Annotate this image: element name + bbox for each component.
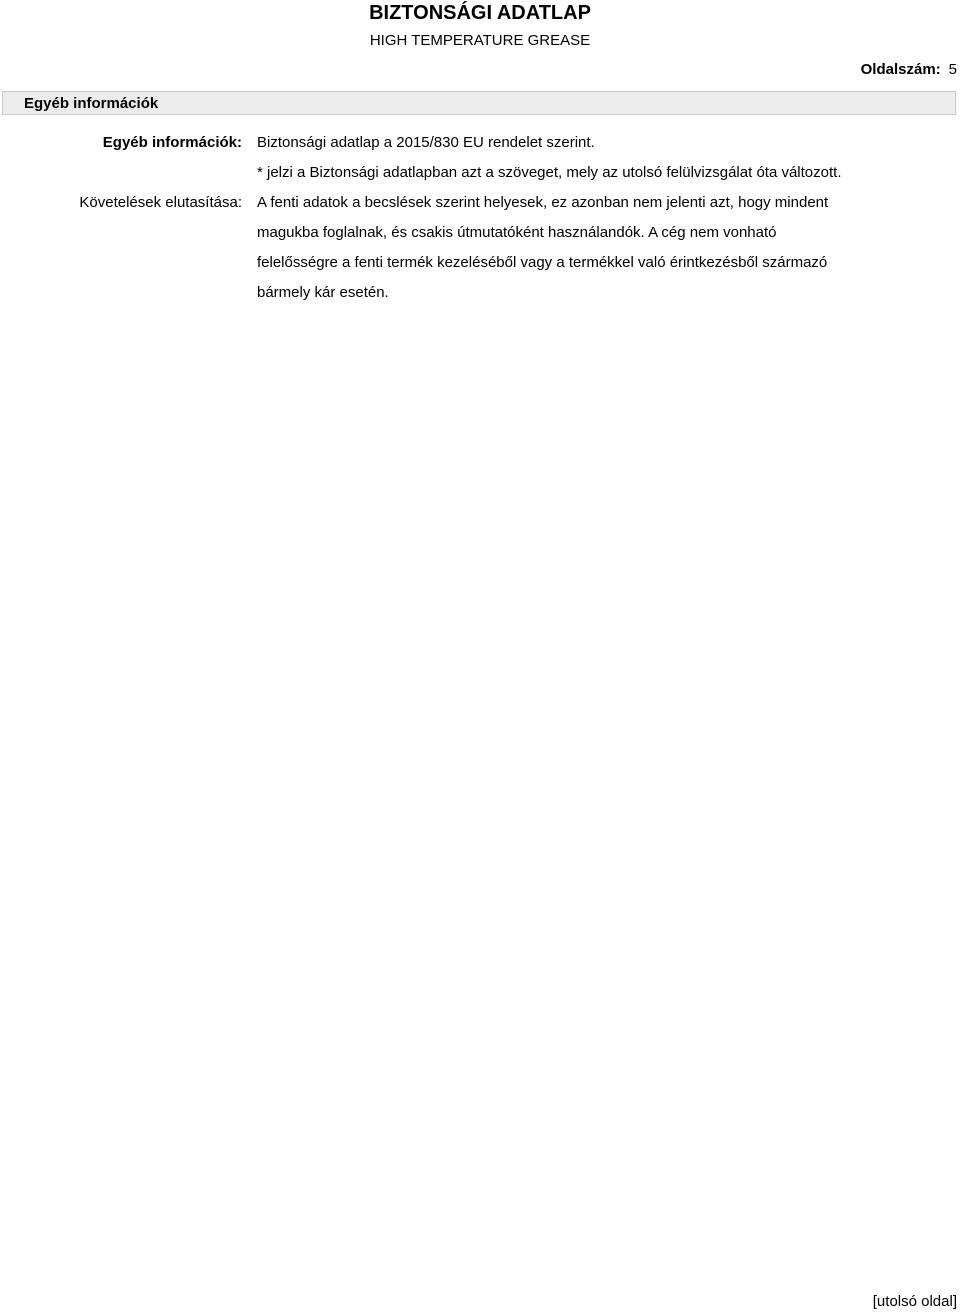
disclaimer-label: Követelések elutasítása: — [79, 194, 242, 211]
document-title: BIZTONSÁGI ADATLAP — [369, 2, 591, 24]
page-number-value: 5 — [948, 61, 957, 78]
product-name: HIGH TEMPERATURE GREASE — [369, 32, 591, 49]
text-line: A fenti adatok a becslések szerint helyesek, ez azonban nem jelenti azt, hogy mindent — [257, 194, 829, 211]
other-information-value — [257, 128, 877, 188]
page-number — [861, 61, 957, 79]
text-line: bármely kár esetén. — [257, 284, 389, 301]
section-header — [2, 91, 956, 115]
disclaimer-value — [257, 188, 877, 308]
text-line: felelősségre a fenti termék kezeléséből vagy a termékkel való érintkezésből származó — [257, 254, 828, 271]
text-line: Biztonsági adatlap a 2015/830 EU rendelet szerint. — [257, 134, 595, 151]
text-line: magukba foglalnak, és csakis útmutatóként használandók. A cég nem vonható — [257, 224, 777, 241]
other-information-label: Egyéb információk: — [102, 134, 242, 151]
section-title: Egyéb információk — [24, 95, 159, 112]
page-number-label: Oldalszám: — [860, 61, 941, 78]
text-line: * jelzi a Biztonsági adatlapban azt a szöveget, mely az utolsó felülvizsgálat óta változott. — [257, 164, 842, 181]
last-page-marker: [utolsó oldal] — [872, 1293, 957, 1310]
